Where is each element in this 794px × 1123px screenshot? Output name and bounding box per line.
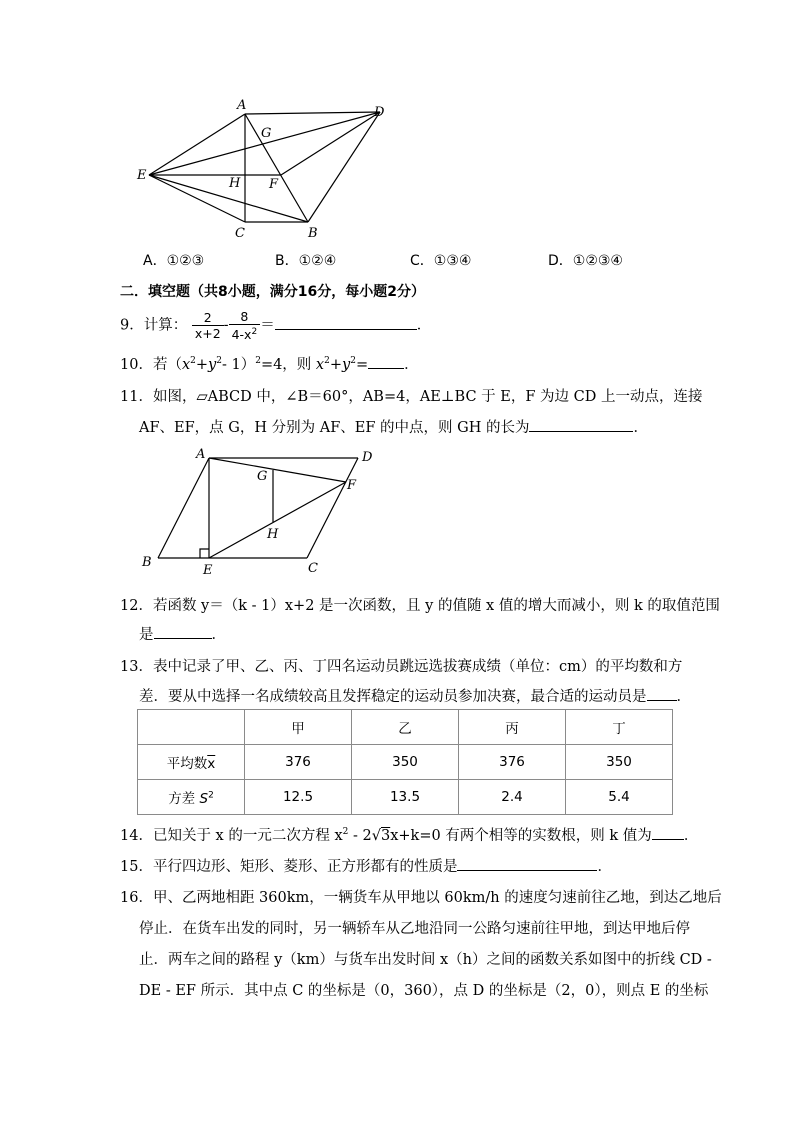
table-row bbox=[138, 780, 673, 815]
answer-blank-15[interactable] bbox=[457, 856, 597, 871]
table-cell: 13.5 bbox=[352, 780, 459, 815]
question-10: 10．若（$x^2+y^2-$ 1）$^2$=4，则 $x^2+y^2=$ ． bbox=[120, 353, 419, 374]
label-b: B bbox=[308, 226, 318, 241]
question-13-line-1: 13．表中记录了甲、乙、丙、丁四名运动员跳远选拔赛成绩（单位：cm）的平均数和方 bbox=[120, 659, 683, 675]
question-16-line-4: DE - EF 所示．其中点 C 的坐标是（0，360），点 D 的坐标是（2，0），则点 E 的坐标 bbox=[139, 983, 709, 999]
row-label-variance: 方差 $S^2$ bbox=[138, 780, 245, 815]
question-12-line-2: 是 ． bbox=[139, 623, 226, 644]
table-header-cell: 乙 bbox=[352, 710, 459, 745]
question-14: 14．已知关于 x 的一元二次方程 $x^2 - 2√3x+k=0$ 有两个相等的实数根，则 k 值为 ． bbox=[120, 824, 698, 845]
answer-blank-12[interactable] bbox=[154, 624, 212, 639]
question-11-line-2: AF、EF，点 G，H 分别为 AF、EF 的中点，则 GH 的长为 ． bbox=[139, 416, 648, 437]
label-d: D bbox=[362, 450, 373, 465]
label-h: H bbox=[267, 527, 279, 542]
table-header-cell bbox=[138, 710, 245, 745]
table-row bbox=[138, 745, 673, 780]
question-16-line-1: 16．甲、乙两地相距 360km，一辆货车从甲地以 60km/h 的速度匀速前往乙地，到达乙地后 bbox=[120, 890, 722, 906]
label-h: H bbox=[229, 176, 241, 191]
answer-blank-10[interactable] bbox=[368, 354, 404, 369]
label-e: E bbox=[137, 168, 147, 183]
option-a[interactable]: A．①②③ bbox=[143, 253, 205, 269]
answer-blank-13[interactable] bbox=[647, 686, 677, 701]
label-a: A bbox=[196, 447, 206, 462]
label-f: F bbox=[269, 177, 279, 192]
table-cell: 350 bbox=[566, 745, 673, 780]
label-b: B bbox=[142, 555, 152, 570]
table-header-cell: 丙 bbox=[459, 710, 566, 745]
answer-blank-9[interactable] bbox=[275, 315, 417, 330]
label-e: E bbox=[203, 563, 213, 576]
table-cell: 5.4 bbox=[566, 780, 673, 815]
answer-blank-14[interactable] bbox=[652, 825, 684, 840]
question-15: 15．平行四边形、矩形、菱形、正方形都有的性质是 ． bbox=[120, 855, 612, 876]
question-12-line-1: 12．若函数 y＝（k - 1）x+2 是一次函数，且 y 的值随 x 值的增大而减小，则 k 的取值范围 bbox=[120, 598, 720, 614]
table-cell: 2.4 bbox=[459, 780, 566, 815]
label-a: A bbox=[237, 98, 247, 113]
question-16-line-2: 停止．在货车出发的同时，另一辆轿车从乙地沿同一公路匀速前往甲地，到达甲地后停 bbox=[139, 921, 690, 937]
table-cell: 350 bbox=[352, 745, 459, 780]
label-c: C bbox=[235, 226, 245, 241]
question-13-line-2: 差．要从中选择一名成绩较高且发挥稳定的运动员参加决赛，最合适的运动员是 ． bbox=[139, 685, 691, 706]
answer-blank-11[interactable] bbox=[529, 417, 633, 432]
table-header-cell: 甲 bbox=[245, 710, 352, 745]
scores-table bbox=[137, 709, 673, 815]
sqrt-symbol: √ bbox=[371, 828, 381, 844]
label-g: G bbox=[261, 126, 272, 141]
section-title: 二．填空题（共8小题，满分16分，每小题2分） bbox=[120, 284, 425, 300]
option-d[interactable]: D．①②③④ bbox=[548, 253, 623, 269]
table-header-row bbox=[138, 710, 673, 745]
table-cell: 12.5 bbox=[245, 780, 352, 815]
label-d: D bbox=[374, 105, 385, 120]
label-c: C bbox=[308, 561, 318, 576]
figure-2-diagram bbox=[136, 444, 382, 576]
table-cell: 376 bbox=[245, 745, 352, 780]
fraction-1: $\frac{2}{x+2}$ bbox=[192, 310, 224, 341]
question-9: 9．计算： $\frac{2}{x+2}$ - $\frac{8}{4-x^2}$ ＝ ． bbox=[120, 309, 432, 343]
figure-1-diagram bbox=[135, 96, 395, 244]
question-16-line-3: 止．两车之间的路程 y（km）与货车出发时间 x（h）之间的函数关系如图中的折线 CD - bbox=[139, 952, 712, 968]
table-cell: 376 bbox=[459, 745, 566, 780]
label-f: F bbox=[347, 478, 357, 493]
row-label-mean: 平均数$\overline{x}$ bbox=[138, 745, 245, 780]
option-b[interactable]: B．①②④ bbox=[275, 253, 337, 269]
fraction-2: $\frac{8}{4-x^2}$ bbox=[229, 309, 261, 342]
option-c[interactable]: C．①③④ bbox=[410, 253, 472, 269]
question-11-line-1: 11．如图，▱ABCD 中，∠B＝60°，AB=4，AE⊥BC 于 E，F 为边 CD 上一动点，连接 bbox=[120, 389, 703, 405]
label-g: G bbox=[257, 469, 268, 484]
table-header-cell: 丁 bbox=[566, 710, 673, 745]
